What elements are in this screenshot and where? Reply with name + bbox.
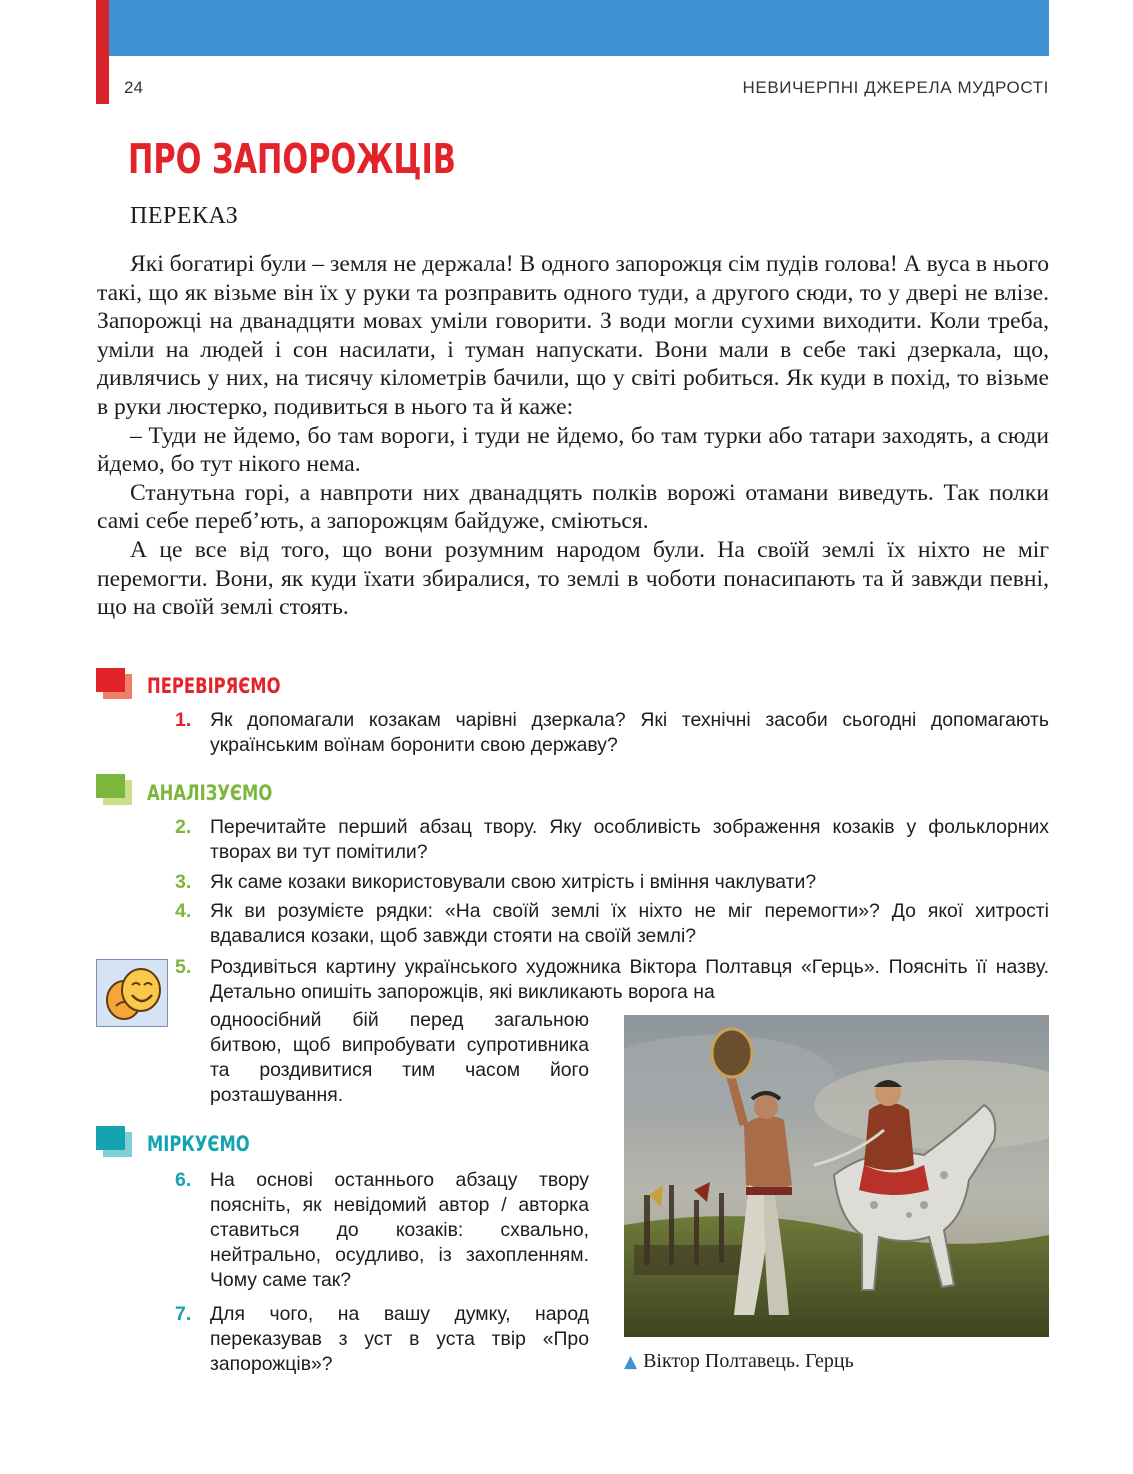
question-text: Як допомагали козакам чарівні дзеркала? Які технічні засоби сьогодні допомагають українським воїнам боронити свою державу? (210, 709, 1049, 756)
question-text: На основі останнього абзацу твору поясніть, як невідомий автор / авторка ставиться до козаків: схвально, нейтрально, осудливо, із захопленням. Чому саме так? (210, 1169, 589, 1291)
header-red-strip (96, 0, 109, 104)
story-paragraph: А це все від того, що вони розумним народом були. На своїй землі їх ніхто не міг перемогти. Вони, як куди їхати збиралися, то землі в чоботи понасипають та й завжди певні, що на своїй землі стоять. (97, 536, 1049, 621)
running-head: НЕВИЧЕРПНІ ДЖЕРЕЛА МУДРОСТІ (742, 78, 1049, 97)
caption-triangle-icon: ▲ (624, 1352, 638, 1372)
story-text (97, 250, 1049, 622)
section-title-reflect: МІРКУЄМО (147, 1132, 250, 1156)
question-number: 1. (175, 709, 192, 731)
question-number: 4. (175, 900, 192, 922)
header-bar (96, 0, 1049, 56)
question-number: 6. (175, 1169, 192, 1191)
genre-subtitle: ПЕРЕКАЗ (130, 203, 239, 229)
teal-squares-icon (96, 1126, 133, 1157)
question-item (175, 955, 1049, 1005)
question-item (175, 1168, 589, 1293)
section-title-analyze: АНАЛІЗУЄМО (147, 781, 273, 805)
page-title: ПРО ЗАПОРОЖЦІВ (128, 135, 456, 183)
question-text: Роздивіться картину українського художника Віктора Полтавця «Герць». Поясніть її назву. Детально опишіть запорожців, які викликають ворога на (210, 956, 1049, 1003)
question-text: Як ви розумієте рядки: «На своїй землі їх ніхто не міг перемогти»? До якої хитрості вдавалися козаки, щоб завжди стояти на своїй землі? (210, 900, 1049, 947)
question-item-continued (175, 1008, 589, 1108)
caption-text: Віктор Полтавець. Герць (643, 1350, 854, 1372)
question-text: Перечитайте перший абзац твору. Яку особливість зображення козаків у фольклорних творах ви тут помітили? (210, 816, 1049, 863)
green-squares-icon (96, 774, 133, 805)
story-paragraph: Станутьна горі, а навпроти них дванадцять полків ворожі отамани виведуть. Так полки самі себе переб’ють, а запорожцям байдуже, сміються. (97, 479, 1049, 535)
red-squares-icon (96, 668, 133, 699)
question-item (175, 708, 1049, 758)
figure-caption (624, 1350, 854, 1373)
question-number: 5. (175, 956, 192, 978)
theatre-masks-icon (96, 959, 168, 1027)
question-text: Як саме козаки використовували свою хитрість і вміння чаклувати? (210, 871, 817, 893)
story-paragraph: Які богатирі були – земля не держала! В одного запорожця сім пудів голова! А вуса в нього такі, що як візьме він їх у руки та розправить одного туди, а другого сюди, то у двері не влізе. Запорожці на дванадцяти мовах уміли говорити. З води могли сухими виходити. Коли треба, уміли на людей і сон насилати, і туман напускати. Вони мали в себе такі дзеркала, що, дивлячись у них, на тисячу кілометрів бачили, що у світі робиться. Як куди в похід, то візьме в руки люстерко, подивиться в нього та й каже: (97, 251, 1049, 420)
question-number: 2. (175, 816, 192, 838)
painting-image (624, 1015, 1049, 1337)
question-item (175, 815, 1049, 865)
question-number: 7. (175, 1303, 192, 1325)
page-number: 24 (124, 78, 143, 97)
question-text: одноосібний бій перед загальною битвою, щоб випробувати супротивника та роздивитися тим часом його розташування. (210, 1009, 589, 1106)
question-item (175, 870, 1049, 895)
story-paragraph: – Туди не йдемо, бо там вороги, і туди не йдемо, бо там турки або татари заходять, а сюди йдемо, бо тут нікого нема. (97, 422, 1049, 478)
question-item (175, 899, 1049, 949)
question-number: 3. (175, 871, 192, 893)
question-text: Для чого, на вашу думку, народ переказував з уст в уста твір «Про запорожців»? (210, 1303, 589, 1375)
question-item (175, 1302, 589, 1377)
section-title-check: ПЕРЕВІРЯЄМО (147, 674, 281, 698)
